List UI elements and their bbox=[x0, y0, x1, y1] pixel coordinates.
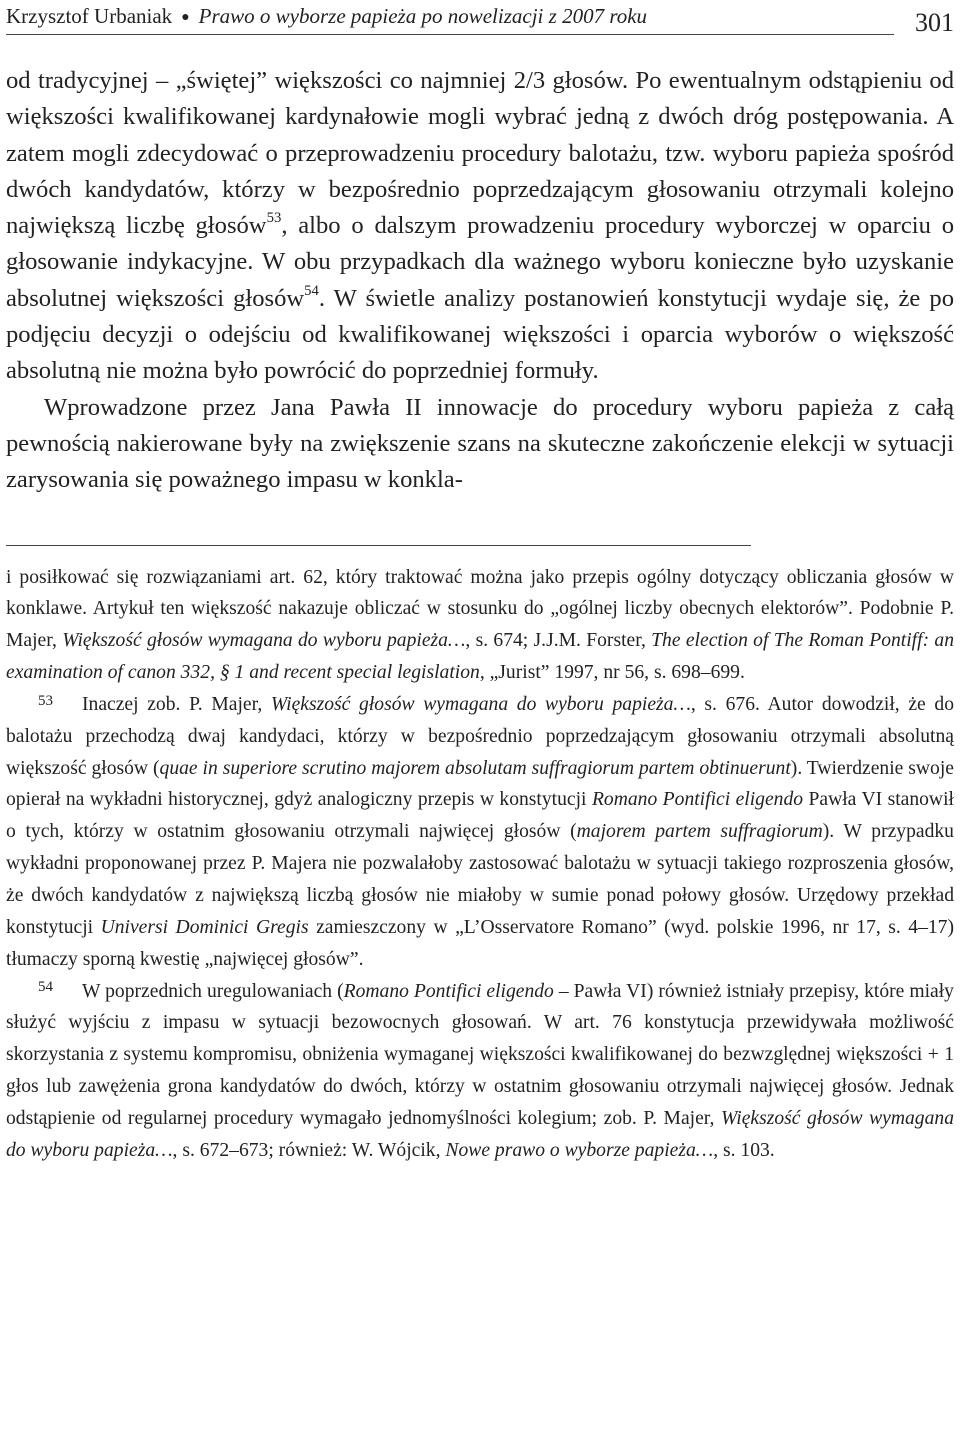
fn53-b: , s. 676. Autor dowodził, że do balotażu przechodzą dwaj kandydaci, którzy w bezpośrednio poprzedzającym głosowaniu otrzymali absolutną większość głosów ( bbox=[6, 693, 955, 779]
fn54-b: – Pawła VI) również istniały przepisy, które miały służyć wyjściu z impasu w sytuacji bezowocnych głosowań. W art. 76 konstytucja przewidywała możliwość skorzystania z systemu kompromisu, obniżenia wymaganej większości kwalifikowanej do bezwzględnej większości + 1 głos lub zawężenia grona kandydatów do dwóch, którzy w ostatnim głosowaniu otrzymali najwięcej głosów. Jednak odstąpienie od regularnej procedury wymagało jednomyślności kolegium; zob. P. Majer, bbox=[6, 980, 954, 1129]
fn54-d: , s. 103. bbox=[713, 1139, 775, 1161]
footnote-ref-53[interactable]: 53 bbox=[266, 210, 282, 227]
main-text bbox=[6, 63, 954, 499]
fn53-f: zamieszczony w „L’Osservatore Romano” (wyd. polskie 1996, nr 17, s. 4–17) tłumaczy sporną kwestię „najwięcej głosów”. bbox=[6, 916, 954, 970]
header-title: Prawo o wyborze papieża po nowelizacji z 2007 roku bbox=[198, 4, 648, 28]
p1-text-b: , albo o dalszym prowadzeniu procedury wyborczej w oparciu o głosowanie indykacyjne. W obu przypadkach dla ważnego wyboru konieczne było uzyskanie absolutnej większości głosów bbox=[6, 212, 954, 312]
book-page bbox=[6, 0, 954, 1167]
footnote-continuation bbox=[6, 562, 954, 689]
footnotes bbox=[6, 562, 954, 1167]
header-rule bbox=[6, 34, 894, 35]
fn-cont-c: , „Jurist” 1997, nr 56, s. 698–699. bbox=[479, 662, 745, 684]
p1-text-a: od tradycyjnej – „świętej” większości co najmniej 2/3 głosów. Po ewentualnym odstąpieniu od większości kwalifikowanej kardynałowie mogli wybrać jedną z dwóch dróg postępowania. A zatem mogli zdecydować o przeprowadzeniu procedury balotażu, tzw. wyboru papieża spośród dwóch kandydatów, którzy w bezpośrednio poprzedzającym głosowaniu otrzymali kolejno największą liczbę głosów bbox=[6, 67, 954, 240]
fn53-i5: Universi Dominici Gregis bbox=[100, 916, 309, 938]
fn53-e: ). W przypadku wykładni proponowanej przez P. Majera nie pozwalałoby zastosować balotażu w sytuacji takiego rozproszenia głosów, że dwóch kandydatów z największą liczbą głosów nie miałoby w sumie ponad połowy głosów. Urzędowy przekład konstytucji bbox=[6, 821, 954, 938]
fn53-d: Pawła VI stanowił o tych, którzy w ostatnim głosowaniu otrzymali najwięcej głosów ( bbox=[6, 789, 954, 843]
page-number: 301 bbox=[915, 8, 954, 37]
header-left bbox=[6, 4, 647, 29]
header-author: Krzysztof Urbaniak bbox=[6, 4, 173, 28]
fn-cont-i2: The election of The Roman Pontiff: an examination of canon 332, § 1 and recent special legislation bbox=[6, 630, 954, 684]
fn53-i2: quae in superiore scrutino majorem absolutam suffragiorum partem obtinuerunt bbox=[159, 757, 791, 779]
fn54-i3: Nowe prawo o wyborze papieża… bbox=[445, 1139, 714, 1161]
running-header bbox=[6, 0, 954, 50]
fn54-i2: Większość głosów wymagana do wyboru papieża… bbox=[6, 1107, 954, 1161]
bullet-separator: ● bbox=[181, 10, 190, 25]
fn-cont-i1: Większość głosów wymagana do wyboru papieża… bbox=[62, 630, 466, 652]
fn54-i1: Romano Pontifici eligendo bbox=[343, 980, 554, 1002]
footnote-54: 54 W poprzednich uregulowaniach (Romano Pontifici eligendo – Pawła VI) również istniały przepisy, które miały służyć wyjściu z impasu w sytuacji bezowocnych głosowań. W art. 76 konstytucja przewidywała możliwość skorzystania z systemu kompromisu, obniżenia wymaganej większości kwalifikowanej do bezwzględnej większości + 1 głos lub zawężenia grona kandydatów do dwóch, którzy w ostatnim głosowaniu otrzymali najwięcej głosów. Jednak odstąpienie od regularnej procedury wymagało jednomyślności kolegium; zob. P. Majer, Większość głosów wymagana do wyboru papieża…, s. 672–673; również: W. Wójcik, Nowe prawo o wyborze papieża…, s. 103. bbox=[6, 979, 954, 1161]
fn-cont-b: , s. 674; J.J.M. Forster, bbox=[465, 630, 652, 652]
fn53-c: ). Twierdzenie swoje opierał na wykładni historycznej, gdyż analogiczny przepis w konstytucji bbox=[6, 757, 954, 811]
footnote-53: 53 Inaczej zob. P. Majer, Większość głosów wymagana do wyboru papieża…, s. 676. Autor dowodził, że do balotażu przechodzą dwaj kandydaci, którzy w bezpośrednio poprzedzającym głosowaniu otrzymali absolutną większość głosów (quae in superiore scrutino majorem absolutam suffragiorum partem obtinuerunt). Twierdzenie swoje opierał na wykładni historycznej, gdyż analogiczny przepis w konstytucji Romano Pontifici eligendo Pawła VI stanowił o tych, którzy w ostatnim głosowaniu otrzymali najwięcej głosów (majorem partem suffragiorum). W przypadku wykładni proponowanej przez P. Majera nie pozwalałoby zastosować balotażu w sytuacji takiego rozproszenia głosów, że dwóch kandydatów z największą liczbą głosów nie miałoby w sumie ponad połowy głosów. Urzędowy przekład konstytucji Universi Dominici Gregis zamieszczony w „L’Osservatore Romano” (wyd. polskie 1996, nr 17, s. 4–17) tłumaczy sporną kwestię „najwięcej głosów”. bbox=[6, 692, 955, 970]
fn53-i4: majorem partem suffragiorum bbox=[576, 821, 823, 843]
p1-text-c: . W świetle analizy postanowień konstytucji wydaje się, że po podjęciu decyzji o odejściu od kwalifikowanej większości i oparcia wyborów o większość absolutną nie można było powrócić do poprzedniej formuły. bbox=[6, 284, 954, 385]
fn54-c: , s. 672–673; również: W. Wójcik, bbox=[172, 1139, 446, 1161]
fn54-a: W poprzednich uregulowaniach ( bbox=[82, 980, 344, 1002]
footnote-ref-54[interactable]: 54 bbox=[304, 282, 319, 299]
footnote-rule bbox=[6, 545, 751, 546]
paragraph-2: Wprowadzone przez Jana Pawła II innowacje do procedury wyboru papieża z całą pewnością nakierowane były na zwiększenie szans na skuteczne zakończenie elekcji w sytuacji zarysowania się poważnego impasu w konkla- bbox=[6, 393, 954, 494]
paragraph-1 bbox=[6, 63, 954, 390]
fn-cont-a: i posiłkować się rozwiązaniami art. 62, który traktować można jako przepis ogólny dotyczący obliczania głosów w konklawe. Artykuł ten większość nakazuje obliczać w stosunku do „ogólnej liczby obecnych elektorów”. Podobnie P. Majer, bbox=[6, 566, 954, 652]
fn53-i1: Większość głosów wymagana do wyboru papieża… bbox=[270, 693, 691, 715]
fn53-a: Inaczej zob. P. Majer, bbox=[82, 693, 271, 715]
fn53-i3: Romano Pontifici eligendo bbox=[591, 789, 804, 811]
